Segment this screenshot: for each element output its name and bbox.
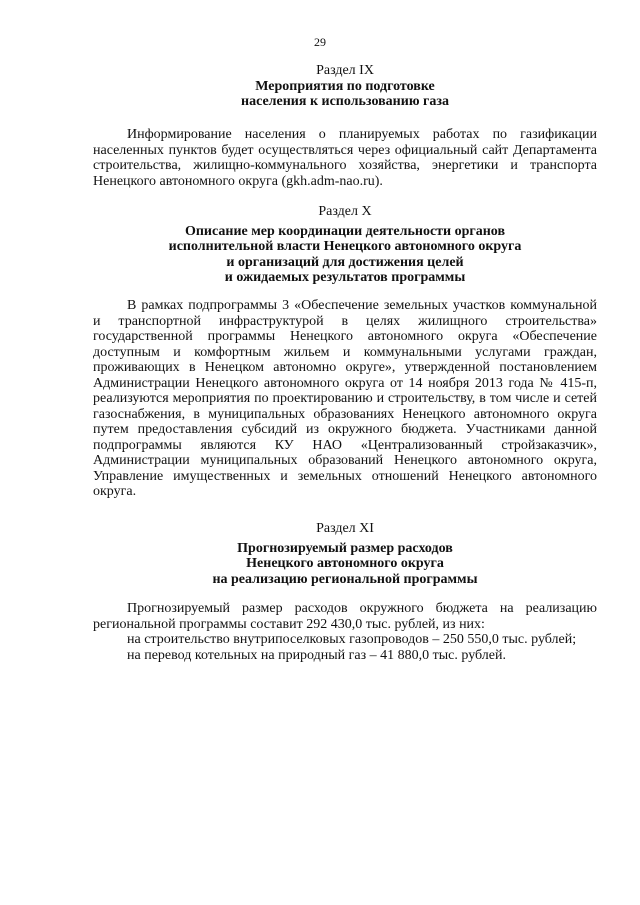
section-heading-line: Мероприятия по подготовке [255, 78, 435, 94]
section-9 [93, 63, 597, 110]
section-title: Раздел X [318, 204, 372, 219]
section-heading-line: Ненецкого автономного округа [246, 556, 444, 571]
section-11 [93, 521, 597, 587]
section-heading-line: Прогнозируемый размер расходов [237, 540, 453, 556]
section-10 [93, 204, 597, 286]
list-item: на перевод котельных на природный газ – 41 880,0 тыс. рублей. [127, 647, 506, 663]
section-heading-line: на реализацию региональной программы [212, 571, 478, 587]
paragraph: Прогнозируемый размер расходов окружного бюджета на реализацию региональной программы составит 292 430,0 тыс. рублей, из них: [93, 601, 597, 632]
section-heading-line: Описание мер координации деятельности органов [184, 223, 506, 239]
section-11-body [93, 601, 597, 663]
section-heading-line: исполнительной власти Ненецкого автономного округа [168, 239, 522, 254]
section-title: Раздел XI [316, 521, 374, 536]
paragraph: В рамках подпрограммы 3 «Обеспечение земельных участков коммунальной и транспортной инфраструктурой в целях жилищного строительства» государственной программы Ненецкого автономного округа «Обеспечение доступным и комфортным жильем и коммунальными услугами граждан, проживающих в Ненецком автономно округе», утвержденной постановлением Администрации Ненецкого автономного округа от 14 ноября 2013 года № 415-п, реализуются мероприятия по проектированию и строительству, в том числе и сетей газоснабжения, в муниципальных образованиях Ненецкого автономного округа путем предоставления субсидий из окружного бюджета. Участниками данной подпрограммы являются КУ НАО «Централизованный стройзаказчик», Администрации муниципальных образований Ненецкого автономного округа, Управление имущественных и земельных отношений Ненецкого автономного округа. [93, 298, 597, 499]
section-10-body [93, 298, 597, 500]
paragraph: Информирование населения о планируемых работах по газификации населенных пунктов будет осуществляться через официальный сайт Департамента строительства, жилищно-коммунального хозяйства, энергетики и транспорта Ненецкого автономного округа (gkh.adm-nao.ru). [93, 127, 597, 189]
list-item: на строительство внутрипоселковых газопроводов – 250 550,0 тыс. рублей; [127, 632, 577, 647]
section-heading-line: населения к использованию газа [241, 94, 449, 109]
page-number: 29 [314, 35, 326, 49]
section-heading-line: и организаций для достижения целей [226, 254, 464, 270]
section-heading-line: и ожидаемых результатов программы [224, 270, 466, 285]
section-title: Раздел IX [316, 63, 374, 78]
section-9-body [93, 127, 597, 189]
